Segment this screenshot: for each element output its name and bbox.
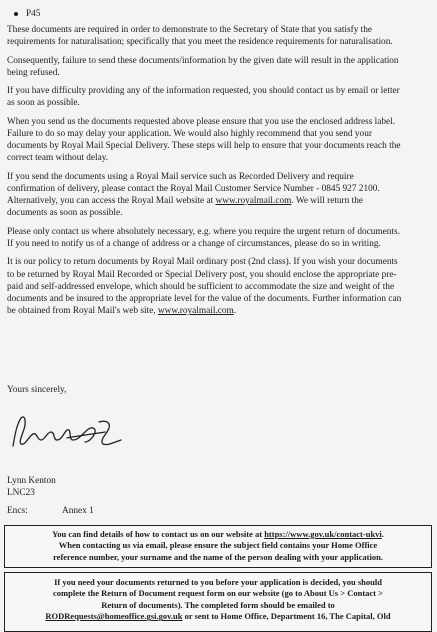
contact-info-box [4, 525, 432, 568]
letter-body [7, 24, 402, 324]
return-line-1: If you need your documents returned to you before your application is decided, you should [54, 577, 382, 587]
signatory-ref: LNC23 [7, 488, 35, 499]
bullet-icon [14, 12, 18, 16]
paragraph-royal-mail: If you send the documents using a Royal Mail service such as Recorded Delivery and require confirmation of delivery, please contact the Royal Mail Customer Service Number - 0845 927 2100. Alternatively, you can access the Royal Mail website at www.royalmail.com. We will return the documents as soon as possible. [7, 171, 380, 219]
signatory-name: Lynn Kenton [7, 476, 56, 486]
gov-uk-contact-link[interactable]: https://www.gov.uk/contact-ukvi [264, 529, 382, 539]
contact-line-1: You can find details of how to contact us on our website at https://www.gov.uk/contact-ukvi. [52, 529, 384, 539]
enclosures-label: Encs: [7, 506, 28, 516]
royalmail-link-2[interactable]: www.royalmail.com [157, 306, 234, 317]
handwritten-signature [7, 412, 127, 454]
paragraph-contact: Please only contact us where absolutely necessary, e.g. where you require the urgent return of documents. If you need to notify us of a change of address or a change of circumstances, please do so in writing. [7, 226, 400, 249]
return-line-2: complete the Return of Document request form on our website (go to About Us > Contact > [53, 588, 383, 599]
paragraph-sending: When you send us the documents requested above please ensure that you use the enclosed address label. Failure to do so may delay your application. We would also highly recommend that you send your documents by Royal Mail Special Delivery. These steps will help to ensure that your documents reach the correct team without delay. [7, 116, 401, 164]
royalmail-link[interactable]: www.royalmail.com [215, 196, 292, 207]
contact-line-2: When contacting us via email, please ensure the subject field contains your Home Office [58, 540, 378, 551]
enclosures [7, 506, 94, 516]
enclosures-value: Annex 1 [62, 506, 94, 516]
rod-email-link[interactable]: RODRequests@homeoffice.gsi.gov.uk [45, 611, 183, 622]
document-return-box [4, 572, 432, 632]
bullet-text: P45 [26, 8, 41, 18]
paragraph-return-policy: It is our policy to return documents by Royal Mail ordinary post (2nd class). If you wish your documents to be returned by Royal Mail Recorded or Special Delivery post, you should enclose the appropriate pre-paid and self-addressed envelope, which should be sufficient to accommodate the size and weight of the documents and be insured to the appropriate level for the value of the documents. Further information can be obtained from Royal Mail's web site, www.royalmail.com. [7, 257, 402, 317]
paragraph-requirements: These documents are required in order to demonstrate to the Secretary of State that you satisfy the requirements for naturalisation; specifically that you meet the residence requirements for naturalisation. [7, 25, 393, 48]
bullet-item [14, 8, 40, 18]
return-line-3: Return of documents). The completed form should be emailed to [101, 599, 335, 610]
paragraph-difficulty: If you have difficulty providing any of the information requested, you should contact us by email or letter as soon as possible. [7, 86, 400, 109]
paragraph-consequences: Consequently, failure to send these documents/information by the given date will result in the application being refused. [7, 55, 399, 78]
salutation: Yours sincerely, [7, 385, 67, 395]
contact-line-3: reference number, your surname and the name of the person dealing with your application. [53, 551, 383, 562]
return-line-4: RODRequests@homeoffice.gsi.gov.uk or sent to Home Office, Department 16, The Capital, Old [45, 611, 391, 622]
signatory [7, 475, 56, 499]
